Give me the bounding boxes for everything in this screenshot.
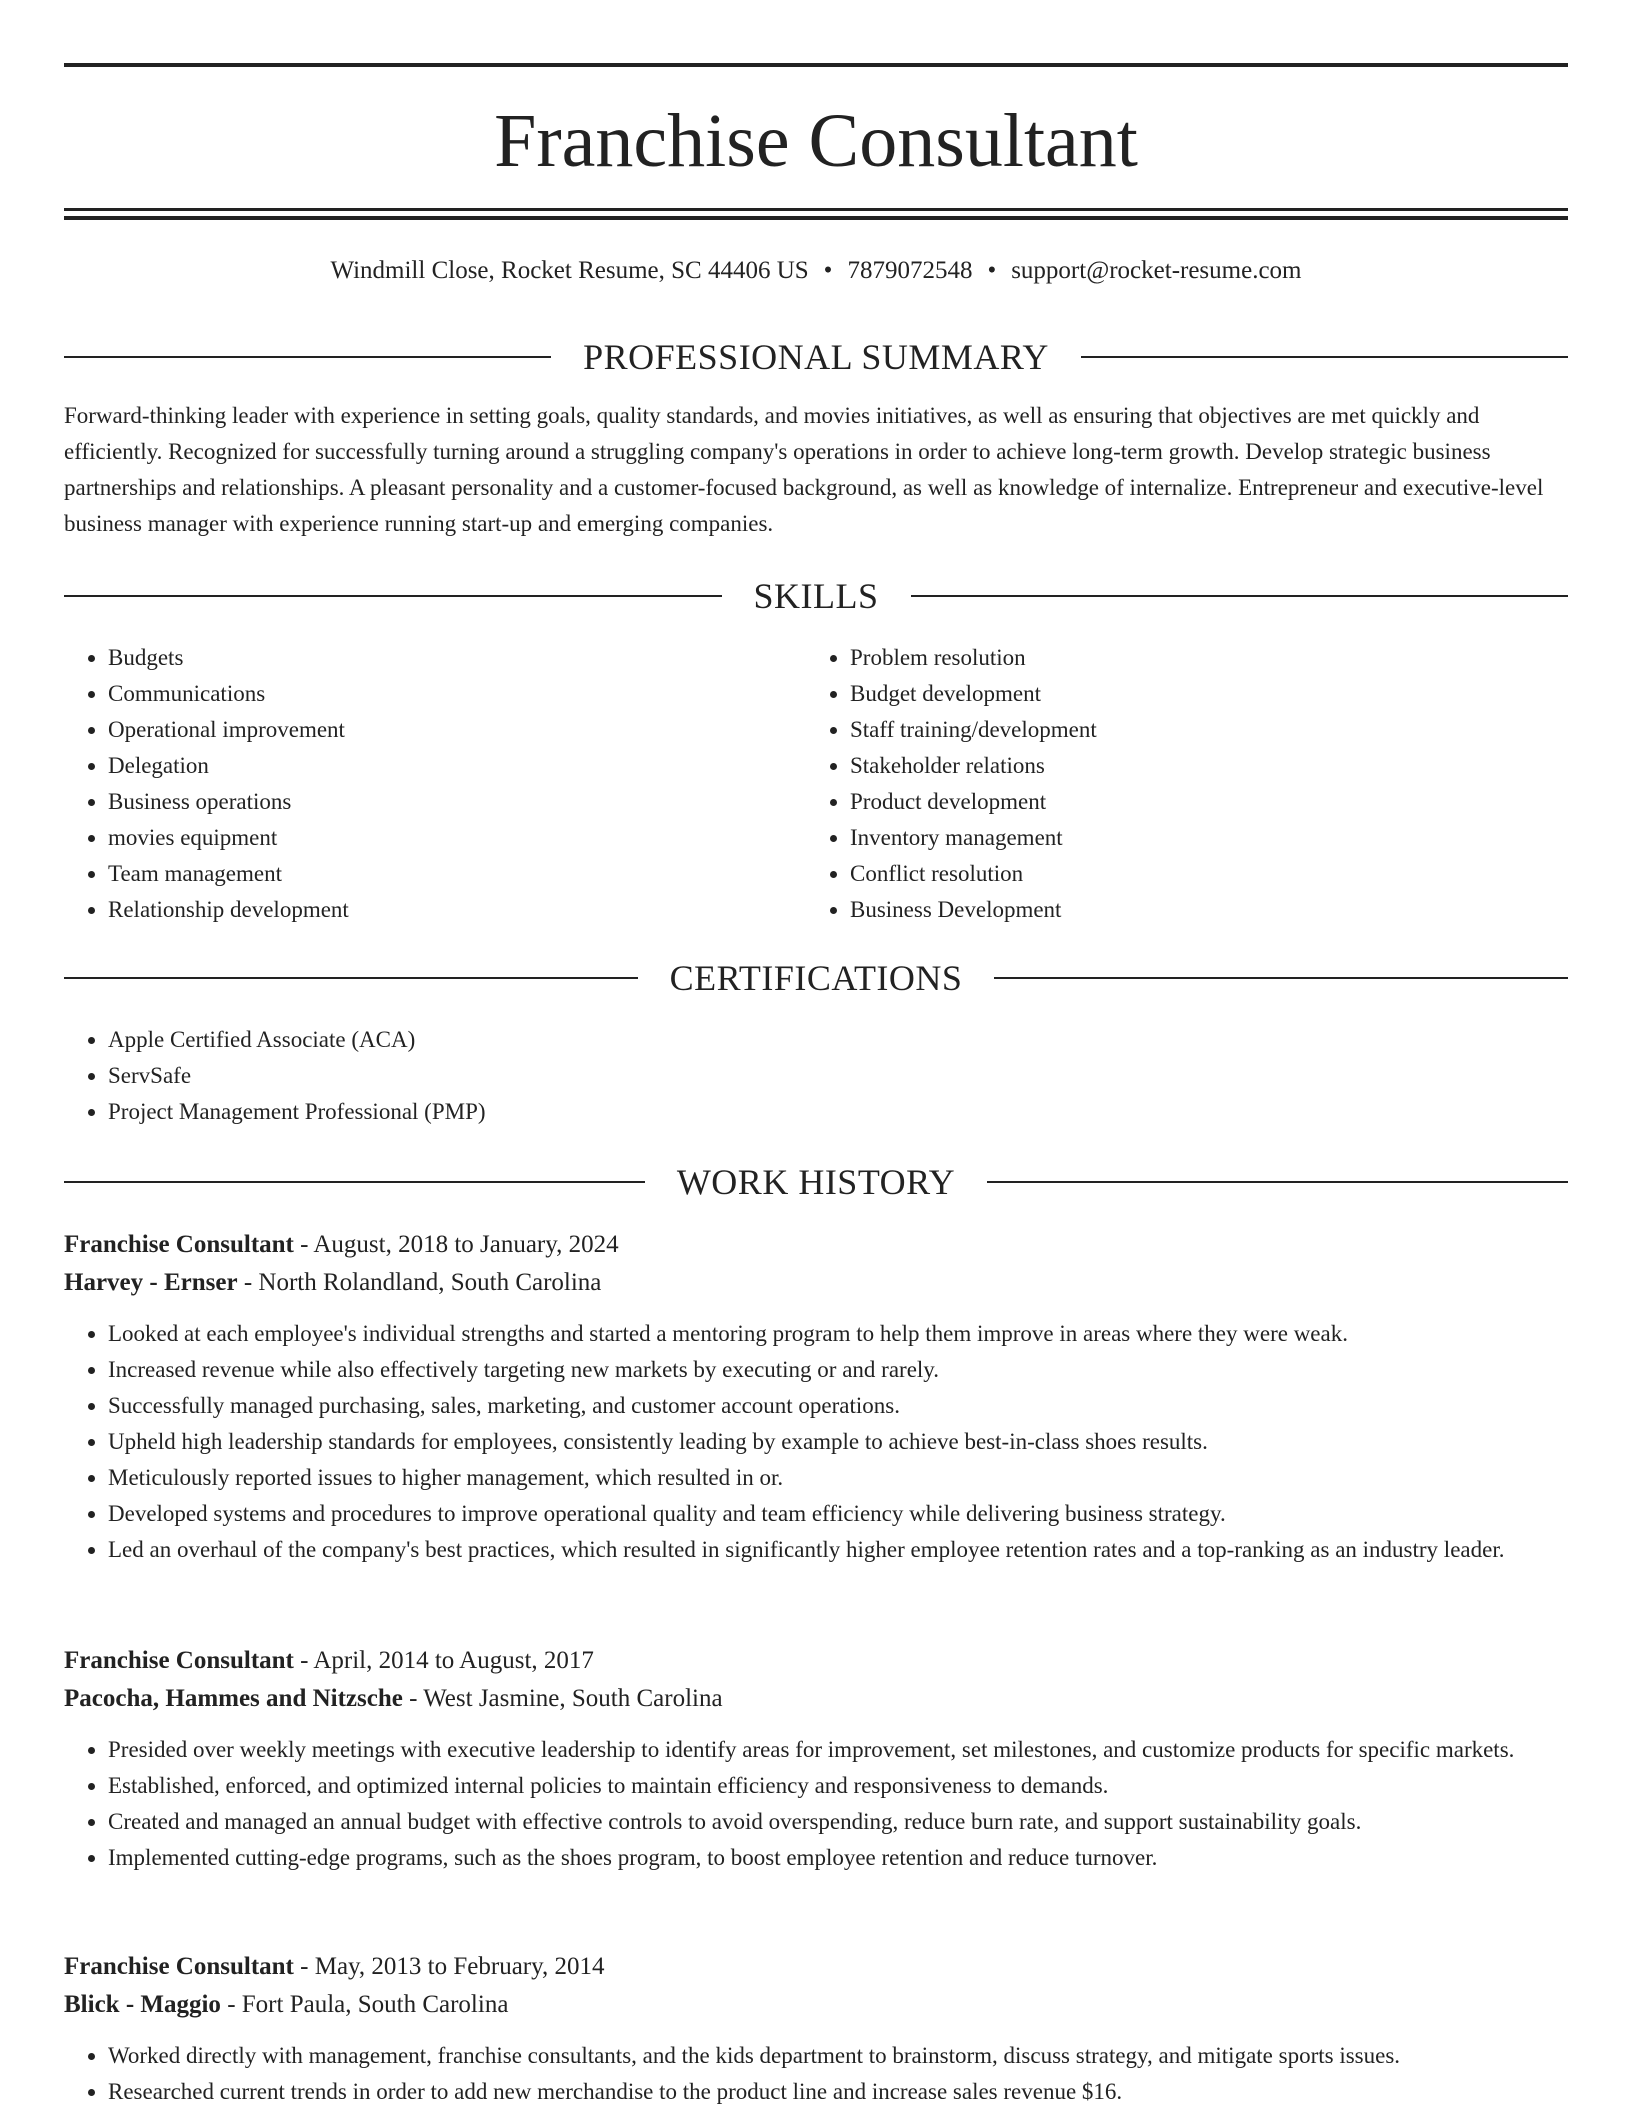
skill-item: • Budget development (850, 676, 1568, 712)
skill-item: • Conflict resolution (850, 856, 1568, 892)
skill-item: • Budgets (108, 640, 806, 676)
job-entry (64, 1226, 1568, 1568)
job-bullet: • Worked directly with management, franchise consultants, and the kids department to brainstorm, discuss strategy, and mitigate sports issues. (108, 2038, 1568, 2074)
job-title: Franchise Consultant (64, 1647, 294, 1674)
heading-rule-left (64, 977, 638, 979)
contact-line (64, 254, 1568, 288)
certifications-block (64, 1022, 1568, 1130)
resume-name: Franchise Consultant (494, 99, 1138, 183)
job-title: Franchise Consultant (64, 1953, 294, 1980)
job-location: - North Rolandland, South Carolina (237, 1269, 602, 1296)
job-bullet: • Created and managed an annual budget with effective controls to avoid overspending, reduce burn rate, and support sustainability goals. (108, 1804, 1568, 1840)
heading-rule-right (911, 595, 1569, 597)
heading-rule-right (1081, 356, 1568, 358)
skills-heading (64, 574, 1568, 618)
skill-item: • Business Development (850, 892, 1568, 928)
skill-item: • Problem resolution (850, 640, 1568, 676)
skill-item: • Team management (108, 856, 806, 892)
job-bullets (64, 1316, 1568, 1568)
certification-item: • ServSafe (108, 1058, 1568, 1094)
job-bullet: • Presided over weekly meetings with executive leadership to identify areas for improvement, set milestones, and customize products for specific markets. (108, 1732, 1568, 1768)
heading-rule-left (64, 595, 722, 597)
job-company: Pacocha, Hammes and Nitzsche (64, 1685, 403, 1712)
job-dates: - April, 2014 to August, 2017 (293, 1647, 594, 1674)
job-title-line (64, 1226, 1568, 1264)
skill-item: • movies equipment (108, 820, 806, 856)
heading-rule-left (64, 1181, 645, 1183)
job-dates: - May, 2013 to February, 2014 (293, 1953, 605, 1980)
skill-item: • Staff training/development (850, 712, 1568, 748)
work-history-heading (64, 1160, 1568, 1204)
skills-column-right (806, 640, 1568, 928)
job-company-line (64, 1264, 1568, 1302)
job-bullets (64, 2038, 1568, 2110)
skills-list-right (806, 640, 1568, 928)
job-entry (64, 1642, 1568, 1876)
job-company-line (64, 1680, 1568, 1718)
heading-rule-right (987, 1181, 1568, 1183)
job-title: Franchise Consultant (64, 1231, 294, 1258)
skills-column-left (64, 640, 806, 928)
job-bullet: • Upheld high leadership standards for employees, consistently leading by example to achieve best-in-class shoes results. (108, 1424, 1568, 1460)
skill-item: • Delegation (108, 748, 806, 784)
job-title-line (64, 1948, 1568, 1986)
certifications-list (64, 1022, 1568, 1130)
heading-rule-left (64, 356, 551, 358)
header-rule-upper (64, 208, 1568, 211)
header-rule-lower (64, 216, 1568, 220)
job-dates: - August, 2018 to January, 2024 (293, 1231, 619, 1258)
certifications-heading-title: CERTIFICATIONS (669, 958, 963, 998)
job-entry (64, 1948, 1568, 2110)
job-company: Blick - Maggio (64, 1991, 221, 2018)
job-bullet: • Established, enforced, and optimized internal policies to maintain efficiency and responsiveness to demands. (108, 1768, 1568, 1804)
work-history-heading-title: WORK HISTORY (676, 1162, 956, 1202)
skill-item: • Business operations (108, 784, 806, 820)
job-bullet: • Successfully managed purchasing, sales, marketing, and customer account operations. (108, 1388, 1568, 1424)
skills-list-left (64, 640, 806, 928)
summary-heading (64, 335, 1568, 379)
contact-phone: 7879072548 (847, 257, 973, 284)
job-company: Harvey - Ernser (64, 1269, 238, 1296)
job-company-line (64, 1986, 1568, 2024)
job-location: - West Jasmine, South Carolina (402, 1685, 723, 1712)
job-bullet: • Meticulously reported issues to higher management, which resulted in or. (108, 1460, 1568, 1496)
job-title-line (64, 1642, 1568, 1680)
summary-heading-title: PROFESSIONAL SUMMARY (583, 337, 1049, 377)
contact-separator: • (823, 257, 833, 284)
certifications-heading (64, 956, 1568, 1000)
job-bullet: • Implemented cutting-edge programs, such as the shoes program, to boost employee retention and reduce turnover. (108, 1840, 1568, 1876)
job-bullet: • Developed systems and procedures to improve operational quality and team efficiency while delivering business strategy. (108, 1496, 1568, 1532)
skill-item: • Operational improvement (108, 712, 806, 748)
contact-email: support@rocket-resume.com (1011, 257, 1302, 284)
skill-item: • Product development (850, 784, 1568, 820)
skills-heading-title: SKILLS (753, 576, 879, 616)
skill-item: • Inventory management (850, 820, 1568, 856)
certification-item: • Apple Certified Associate (ACA) (108, 1022, 1568, 1058)
summary-text: Forward-thinking leader with experience in setting goals, quality standards, and movies initiatives, as well as ensuring that objectives are met quickly and efficiently. Recognized for successfully turning around a struggling company's operations in order to achieve long-term growth. Develop strategic business partnerships and relationships. A pleasant personality and a customer-focused background, as well as knowledge of internalize. Entrepreneur and executive-level business manager with experience running start-up and emerging companies. (64, 403, 1544, 536)
contact-separator: • (987, 257, 997, 284)
contact-address: Windmill Close, Rocket Resume, SC 44406 US (330, 257, 809, 284)
skill-item: • Stakeholder relations (850, 748, 1568, 784)
job-bullets (64, 1732, 1568, 1876)
skill-item: • Relationship development (108, 892, 806, 928)
heading-rule-right (994, 977, 1568, 979)
job-location: - Fort Paula, South Carolina (220, 1991, 509, 2018)
top-rule (64, 63, 1568, 67)
certification-item: • Project Management Professional (PMP) (108, 1094, 1568, 1130)
job-bullet: • Researched current trends in order to add new merchandise to the product line and increase sales revenue $16. (108, 2074, 1568, 2110)
job-bullet: • Looked at each employee's individual strengths and started a mentoring program to help them improve in areas where they were weak. (108, 1316, 1568, 1352)
job-bullet: • Increased revenue while also effectively targeting new markets by executing or and rarely. (108, 1352, 1568, 1388)
skill-item: • Communications (108, 676, 806, 712)
job-bullet: • Led an overhaul of the company's best practices, which resulted in significantly higher employee retention rates and a top-ranking as an industry leader. (108, 1532, 1568, 1568)
